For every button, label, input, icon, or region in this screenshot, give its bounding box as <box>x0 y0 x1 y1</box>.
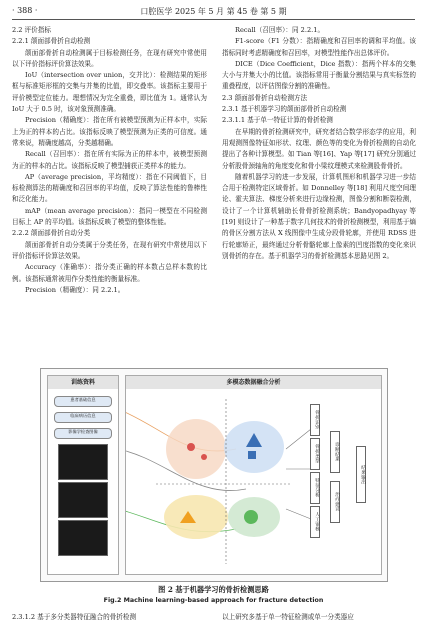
clinical-record-item: 临床病历信息 <box>54 412 112 423</box>
section-heading: 2.2 评价指标 <box>12 26 51 34</box>
imaging-item: 影像学检查图像 <box>54 428 112 439</box>
paragraph: Accuracy（准确率）：指分类正确的样本数占总样本数的比例。该指标通常被用作分类性能的衡量标准。 <box>12 263 207 283</box>
figure-caption-en: Fig.2 Machine learning-based approach for fracture detection <box>103 597 324 604</box>
output-box-2: 骨折类型 <box>310 438 320 470</box>
output-box-3: 特征分析 <box>310 472 320 504</box>
paragraph: Precision（精确度）：同 2.2.1。 <box>25 285 125 294</box>
cluster-diagram <box>126 389 381 574</box>
final-output-box: 结果输出 <box>356 446 366 503</box>
data-point <box>244 510 258 524</box>
result-box-1: 诊断结果 <box>330 431 340 473</box>
patient-info-item: 患者基础信息 <box>54 396 112 407</box>
data-point-square <box>248 451 256 459</box>
xray-image-1 <box>58 444 108 480</box>
xray-image-3 <box>58 520 108 556</box>
data-point <box>187 443 195 451</box>
paragraph: Precision（精确度）：指在所有被模型预测为正样本中，实际上为正的样本的占比。该指标反映了模型预测为正类的可信度。通常来说，精确度越高，分类越精确。 <box>12 116 207 147</box>
data-point <box>201 454 207 460</box>
section-heading: 2.2.1 颌面部骨折自动检测 <box>12 37 91 46</box>
section-heading: 2.2.2 颌面部骨折自动分类 <box>12 229 91 238</box>
page-number: · 388 · <box>12 6 38 15</box>
paragraph: 颌面部骨折自动检测属于目标检测任务，在现有研究中常使用以下评价指标评价算法效果。 <box>12 48 207 68</box>
training-data-panel <box>47 375 119 575</box>
paragraph: IoU（intersection over union，交并比）：检测结果的矩形框与标准矩形框的交集与并集的比值，即交叠率。该指标主要用于评价模型定位能力。理想情况为完全重叠，即比值为 1。通常认为 IoU 大于 0.5 时，该对象预测准确。 <box>12 71 207 114</box>
cluster-yellow <box>164 495 228 539</box>
result-box-2: 治疗建议 <box>330 481 340 523</box>
output-box-4: 人工审核 <box>310 506 320 538</box>
paragraph: 在早期的骨折检测研究中，研究者结合数学形态学的应用，利用观测图像特征如形状、纹理、颜色等的变化为骨折检测的自动化提出了各种计算模型。如 Tian 等[16]、Yap 等[17] 研究分别通过分析股骨颈轴角的角度变化和骨小梁纹理模式来检测股骨骨折。 <box>222 127 417 170</box>
xray-image-2 <box>58 482 108 518</box>
right-text-column <box>222 25 416 262</box>
left-text-column <box>12 25 207 296</box>
figure-caption-cn: 图 2 基于机器学习的骨折检测思路 <box>158 585 269 594</box>
paragraph: DICE（Dice Coefficient，Dice 指数）：指两个样本的交集大小与并集大小的比值。该指标常用于衡量分割结果与真实标签的重叠程度，以评估图像分割的准确性。 <box>222 59 416 91</box>
bottom-left-heading: 2.3.1.2 基于多分类器特征融合的骨折检测 <box>12 613 137 621</box>
bottom-right-text: 以上研究多基于单一特征检测或单一分类器应 <box>222 613 354 621</box>
fusion-analysis-panel <box>125 375 382 575</box>
section-heading: 2.3.1 基于机器学习的颌面部骨折自动检测 <box>222 105 347 114</box>
paragraph: 颌面部骨折自动分类属于分类任务，在现有研究中常使用以下评价指标评价算法效果。 <box>12 240 207 260</box>
output-box-1: 骨折识别 <box>310 404 320 436</box>
paragraph: 随着机器学习的进一步发展，计算机图形和机器学习进一步结合用于检测特定区域骨折。如 Donnelley 等[18] 利用尺度空间理论、霍夫算法、梯度分析来进行边缘检测，图像分割和断裂检测，设计了一个计算机辅助长骨骨折检测系统；Bandyopadhyay 等[19] 则设计了一种基于数字几何技术的骨折检测模型，利用基于熵的骨区分割方法从 X 线图像中生成分段骨轮廓，并使用 RDSS 进行轮廓矫正，最终通过分析骨骼轮廓上像素的凹度指数的变化来识别骨折的存在。基于机器学习的骨折检测基本思路见图 2。 <box>222 172 416 260</box>
connector-lines <box>286 429 311 519</box>
figure-2-diagram <box>40 368 388 582</box>
section-heading: 2.3.1.1 基于单一特征计算的骨折检测 <box>222 116 333 125</box>
running-title: 口腔医学 2025 年 5 月 第 45 卷 第 5 期 <box>140 7 287 16</box>
paragraph: AP（average precision，平均精度）：指在不同阈值下，目标检测算法的精确度和召回率的平均值，反映了算法性能的鲁棒性和泛化能力。 <box>12 172 207 204</box>
fusion-analysis-title: 多模态数据融合分析 <box>126 376 381 389</box>
paragraph: Recall（召回率）：指在所有实际为正的样本中，被模型预测为正的样本的占比。该指标反映了模型捕获正类样本的能力。 <box>12 150 207 170</box>
paragraph: mAP（mean average precision）：指同一模型在不同检测目标上 AP 的平均值。该指标反映了模型的整体性能。 <box>12 206 207 227</box>
header-rule <box>12 19 415 20</box>
training-data-title: 训练资料 <box>48 376 118 389</box>
running-header <box>12 6 415 18</box>
paragraph: F1-score（F1 分数）：指精确度和召回率的调和平均值。该指标同时考虑精确度和召回率，对模型性能作出总体评价。 <box>222 37 416 57</box>
section-heading: 2.3 颌面部骨折自动检测方法 <box>222 93 308 102</box>
cluster-orange <box>166 419 226 479</box>
paragraph: Recall（召回率）：同 2.2.1。 <box>235 26 325 34</box>
